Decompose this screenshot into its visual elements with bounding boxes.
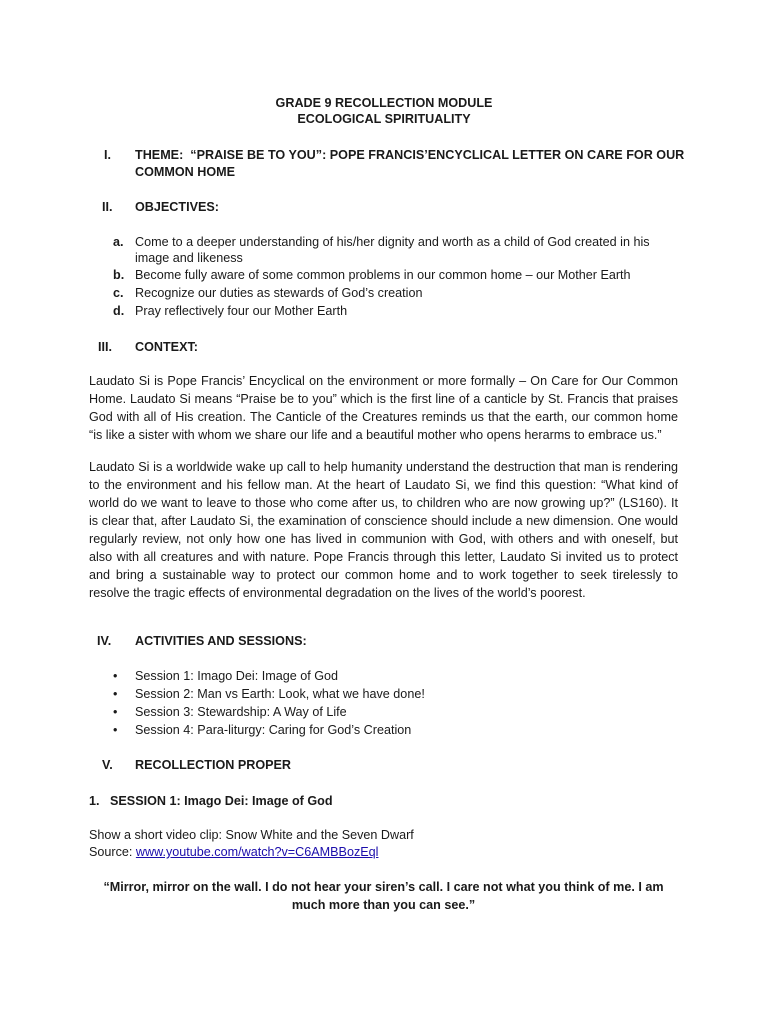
list-marker: c. xyxy=(113,286,124,300)
source-line xyxy=(89,843,678,861)
theme-label: THEME: xyxy=(135,148,184,162)
context-paragraph: Laudato Si is a worldwide wake up call to help humanity understand the destruction that man is rendering to the environment and his fellow man. At the heart of Laudato Si, we find this question: “What kind of world do we want to leave to those who come after us, to children who are now growing up?” (LS160). It is clear that, after Laudato Si, the examination of conscience should include a new dimension. One would regularly review, not only how one has lived in communion with God, with others and with oneself, but also with all creatures and with nature. Pope Francis through this letter, Laudato Si invited us to protect and bring a sustainable way to protect our common home and to work together to seek tirelessly to resolve the tragic effects of environmental degradation on the lives of the world’s poorest. xyxy=(89,460,678,600)
section-number: III. xyxy=(98,340,112,354)
document-title: GRADE 9 RECOLLECTION MODULE xyxy=(275,96,493,110)
section-title: ACTIVITIES AND SESSIONS: xyxy=(135,634,307,648)
session-list-item: Session 4: Para-liturgy: Caring for God’s Creation xyxy=(135,723,412,737)
source-link[interactable]: www.youtube.com/watch?v=C6AMBBozEql xyxy=(135,845,379,859)
bullet: • xyxy=(113,723,118,737)
theme-title: “PRAISE BE TO YOU”: POPE FRANCIS’ENCYCLICAL LETTER ON CARE FOR OUR xyxy=(190,148,685,162)
objective-item: Recognize our duties as stewards of God’s creation xyxy=(135,286,423,300)
section-number: I. xyxy=(104,148,111,162)
context-paragraph: Laudato Si is Pope Francis’ Encyclical on the environment or more formally – On Care for Our Common Home. Laudato Si means “Praise be to you” which is the first line of a canticle by St. Francis that praises God with all of His creation. The Canticle of the Creatures reminds us that the earth, our common home “is like a sister with whom we share our life and a beautiful mother who opens herarms to embrace us.” xyxy=(89,374,678,442)
session-list-item: Session 3: Stewardship: A Way of Life xyxy=(135,705,347,719)
section-title: OBJECTIVES: xyxy=(135,200,219,214)
mirror-quote: “Mirror, mirror on the wall. I do not hear your siren’s call. I care not what you think of me. I am much more than you can see.” xyxy=(103,880,664,912)
session-list-item: Session 1: Imago Dei: Image of God xyxy=(135,669,339,683)
objective-item: Come to a deeper understanding of his/her dignity and worth as a child of God created in his xyxy=(135,235,650,249)
section-number: IV. xyxy=(97,634,112,648)
objective-item-continued: image and likeness xyxy=(135,251,243,265)
objective-item: Become fully aware of some common problems in our common home – our Mother Earth xyxy=(135,268,631,282)
section-title: RECOLLECTION PROPER xyxy=(135,758,292,772)
bullet: • xyxy=(113,687,118,701)
theme-heading xyxy=(135,146,695,164)
session-list-item: Session 2: Man vs Earth: Look, what we have done! xyxy=(135,687,425,701)
section-number: II. xyxy=(102,200,113,214)
bullet: • xyxy=(113,669,118,683)
source-label: Source: xyxy=(89,845,136,859)
bullet: • xyxy=(113,705,118,719)
list-marker: b. xyxy=(113,268,125,282)
session-heading: 1. SESSION 1: Imago Dei: Image of God xyxy=(89,794,333,808)
objective-item: Pray reflectively four our Mother Earth xyxy=(135,304,348,318)
section-title: CONTEXT: xyxy=(135,340,198,354)
list-marker: a. xyxy=(113,235,124,249)
section-number: V. xyxy=(102,758,113,772)
theme-title-continued: COMMON HOME xyxy=(135,165,236,179)
document-subtitle: ECOLOGICAL SPIRITUALITY xyxy=(297,112,471,126)
list-marker: d. xyxy=(113,304,125,318)
clip-instruction: Show a short video clip: Snow White and the Seven Dwarf xyxy=(89,828,414,842)
